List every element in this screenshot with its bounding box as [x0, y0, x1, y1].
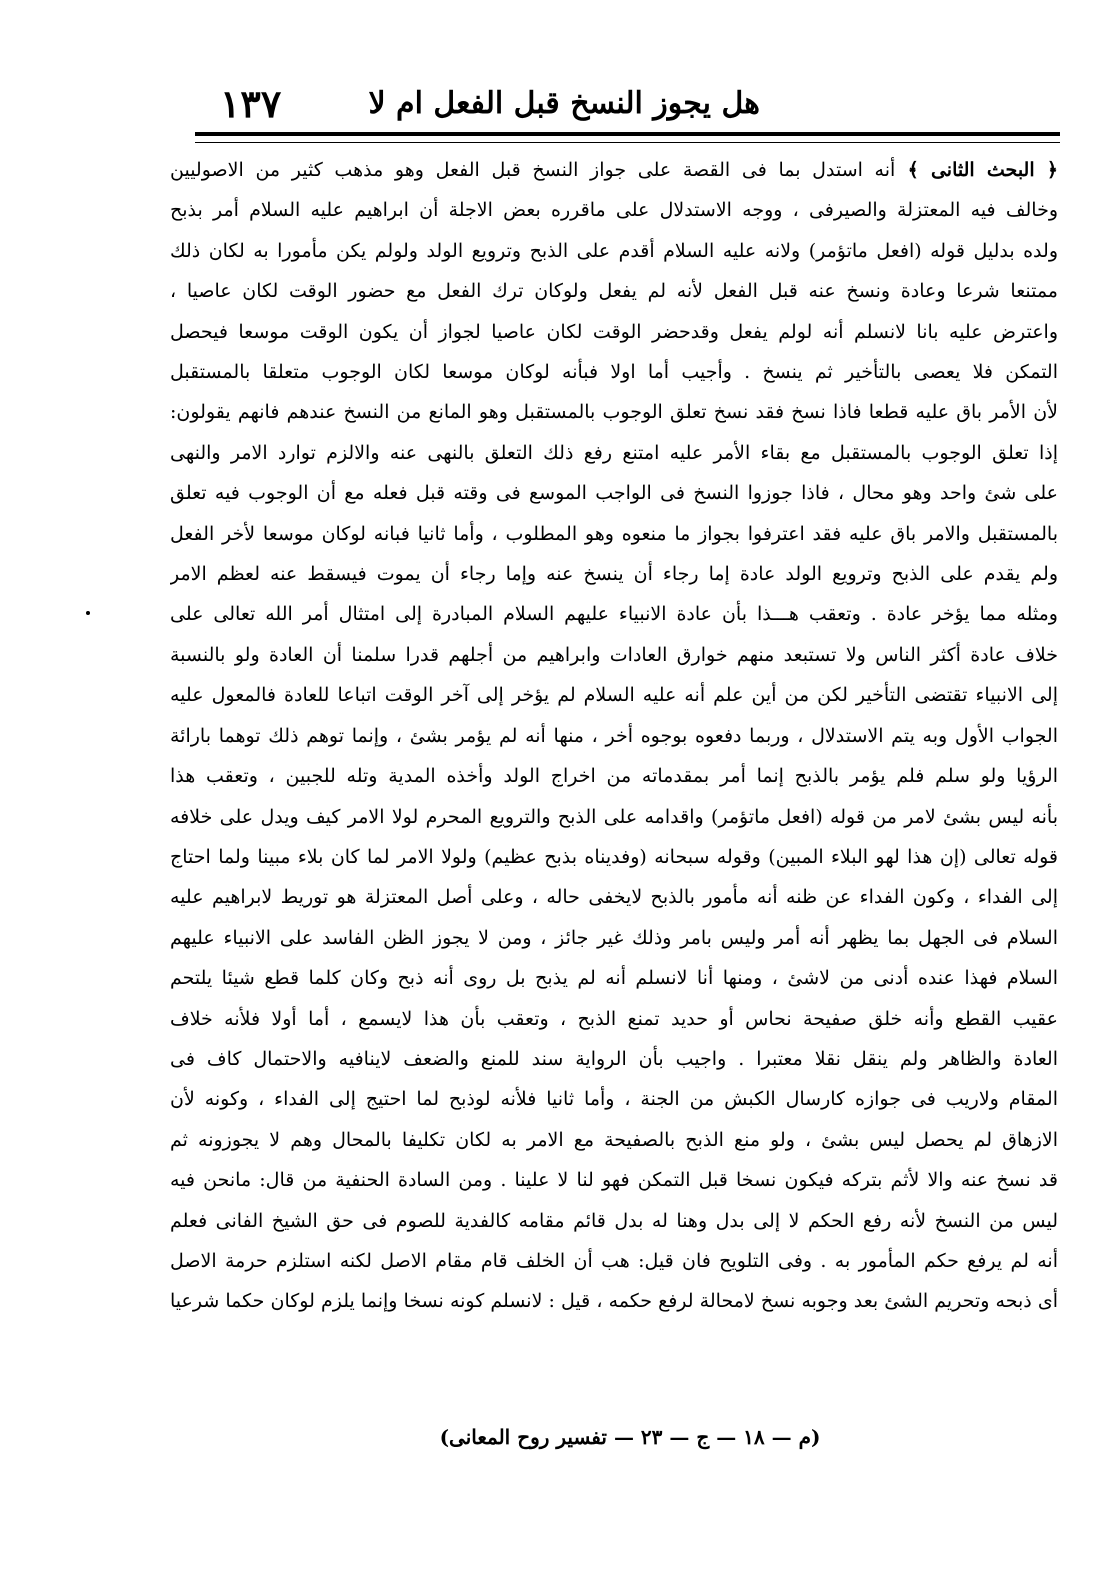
text-line [170, 271, 1058, 311]
text-line [170, 433, 1058, 473]
header-rule [195, 132, 1060, 136]
header-rule-thin [195, 142, 1060, 143]
text-line [170, 756, 1058, 796]
body-text [170, 150, 1058, 1322]
line-text: ولم يقدم على الذبح وترويع الولد عادة إما رجاء أن ينسخ عنه وإما رجاء أن يموت فيسقط عنه لعظم الامر [170, 563, 1058, 586]
line-text: إذا تعلق الوجوب بالمستقبل مع بقاء الأمر عليه امتنع رفع ذلك التعلق بالنهى عنه والالزم توارد الامر والنهى [170, 441, 1058, 464]
text-line [170, 797, 1058, 837]
line-text: واعترض عليه بانا لانسلم أنه لولم يفعل وقدحضر الوقت لكان عاصيا لجواز أن يكون الوقت موسعا فيحصل [170, 320, 1058, 343]
line-text: السلام فى الجهل بما يظهر أنه أمر وليس بامر وذلك غير جائز ، ومن لا يجوز الظن الفاسد على الانبياء عليهم [170, 926, 1058, 949]
line-text: قوله تعالى (إن هذا لهو البلاء المبين) وقوله سبحانه (وفديناه بذبح عظيم) ولولا الامر لما كان بلاء مبينا ولما احتاج [170, 845, 1058, 868]
text-line [170, 312, 1058, 352]
line-text: إلى الفداء ، وكون الفداء عن ظنه أنه مأمور بالذبح لايخفى حاله ، وعلى أصل المعتزلة هو توريط لابراهيم عليه [170, 886, 1058, 909]
line-text: قد نسخ عنه والا لأثم بتركه فيكون نسخا قبل التمكن فهو لنا لا علينا . ومن السادة الحنفية من قال: مانحن فيه [170, 1169, 1058, 1192]
line-text: الازهاق لم يحصل ليس بشئ ، ولو منع الذبح بالصفيحة مع الامر به لكان تكليفا بالمحال وهم لا يجوزونه ثم [170, 1128, 1058, 1151]
text-line [170, 1201, 1058, 1241]
line-text: أنه لم يرفع حكم المأمور به . وفى التلويح فان قيل: هب أن الخلف قام مقام الاصل لكنه استلزم حرمة الاصل [170, 1249, 1058, 1272]
text-line [170, 1160, 1058, 1200]
line-text: خلاف عادة أكثر الناس ولا تستبعد منهم خوارق العادات وابراهيم من أجلهم قدرا سلمنا أن العادة ولو بالنسبة [170, 643, 1058, 666]
line-text: المقام ولاريب فى جوازه كارسال الكبش من الجنة ، وأما ثانيا فلأنه لوذبح لما احتيج إلى الفداء ، وكونه لأن [170, 1088, 1058, 1111]
line-text: بالمستقبل والامر باق عليه فقد اعترفوا بجواز ما منعوه وهو المطلوب ، وأما ثانيا فبانه لوكان موسعا لأخر الفعل [170, 522, 1058, 545]
printer-signature: (م — ١٨ — ج — ٢٣ — تفسير روح المعانى) [439, 1425, 821, 1449]
margin-mark [86, 611, 90, 615]
line-text: إلى الانبياء تقتضى التأخير لكن من أين علم أنه عليه السلام لم يؤخر إلى آخر الوقت اتباعا للعادة فالمعول عليه [170, 684, 1058, 707]
text-line [170, 999, 1058, 1039]
line-text: أى ذبحه وتحريم الشئ بعد وجوبه نسخ لامحالة لرفع حكمه ، قيل : لانسلم كونه نسخا وإنما يلزم لوكان حكما شرعيا [170, 1290, 1058, 1313]
text-line [170, 675, 1058, 715]
text-line [170, 231, 1058, 271]
text-line [170, 958, 1058, 998]
text-line [170, 190, 1058, 230]
page-header [190, 82, 1020, 126]
text-line [170, 554, 1058, 594]
line-text: الرؤيا ولو سلم فلم يؤمر بالذبح إنما أمر بمقدماته من اخراج الولد وأخذه المدية وتله للجبين ، وتعقب هذا [170, 765, 1058, 788]
line-text: وخالف فيه المعتزلة والصيرفى ، ووجه الاستدلال على ماقرره بعض الاجلة أن ابراهيم عليه السلام أمر بذبح [170, 199, 1058, 222]
line-text: السلام فهذا عنده أدنى من لاشئ ، ومنها أنا لانسلم أنه لم يذبح بل روى أنه ذبح وكان كلما قطع شيئا يلتحم [170, 967, 1058, 990]
running-title: هل يجوز النسخ قبل الفعل ام لا [368, 86, 760, 121]
text-line [170, 594, 1058, 634]
line-text: ليس من النسخ لأنه رفع الحكم لا إلى بدل وهنا له بدل قائم مقامه كالفدية للصوم فى حق الشيخ الفانى فعلم [170, 1209, 1058, 1232]
page-number: ١٣٧ [220, 81, 282, 126]
text-line [170, 1281, 1058, 1321]
line-text: الجواب الأول وبه يتم الاستدلال ، وربما دفعوه بوجوه أخر ، منها أنه لم يؤمر بشئ ، وإنما توهم ذلك توهما بارائة [170, 724, 1058, 747]
line-text: ولده بدليل قوله (افعل ماتؤمر) ولانه عليه السلام أقدم على الذبح وترويع الولد ولولم يكن مأمورا به لكان ذلك [170, 239, 1058, 262]
text-line [170, 150, 1058, 190]
line-text: على شئ واحد وهو محال ، فاذا جوزوا النسخ فى الواجب الموسع فى وقته قبل فعله مع أن الوجوب فيه تعلق [170, 482, 1058, 505]
text-line [170, 918, 1058, 958]
text-line [170, 1039, 1058, 1079]
text-line [170, 1120, 1058, 1160]
text-line [170, 1241, 1058, 1281]
text-line [170, 837, 1058, 877]
text-line [170, 716, 1058, 756]
line-text: ومثله مما يؤخر عادة . وتعقب هـــذا بأن عادة الانبياء عليهم السلام المبادرة إلى امتثال أمر الله تعالى على [170, 603, 1058, 626]
text-line [170, 392, 1058, 432]
section-heading: ﴿ البحث الثانى ﴾ [895, 159, 1058, 181]
text-line [170, 1079, 1058, 1119]
text-line [170, 514, 1058, 554]
line-text: ممتنعا شرعا وعادة ونسخ عنه قبل الفعل لأنه لم يفعل ولوكان ترك الفعل مع حضور الوقت لكان عاصيا ، [170, 280, 1058, 303]
text-line [170, 473, 1058, 513]
line-text: التمكن فلا يعصى بالتأخير ثم ينسخ . وأجيب أما اولا فبأنه لوكان موسعا لكان الوجوب متعلقا بالمستقبل [170, 361, 1058, 384]
text-line [170, 352, 1058, 392]
text-line [170, 877, 1058, 917]
text-line [170, 635, 1058, 675]
line-text: أنه استدل بما فى القصة على جواز النسخ قبل الفعل وهو مذهب كثير من الاصوليين [170, 159, 896, 181]
line-text: العادة والظاهر ولم ينقل نقلا معتبرا . واجيب بأن الرواية سند للمنع والضعف لاينافيه والاحتمال كاف فى [170, 1047, 1058, 1070]
line-text: بأنه ليس بشئ لامر من قوله (افعل ماتؤمر) واقدامه على الذبح والترويع المحرم لولا الامر كيف ويدل على خلافه [170, 805, 1058, 828]
line-text: عقيب القطع وأنه خلق صفيحة نحاس أو حديد تمنع الذبح ، وتعقب بأن هذا لايسمع ، أما أولا فلأنه خلاف [170, 1007, 1058, 1030]
line-text: لأن الأمر باق عليه قطعا فاذا نسخ فقد نسخ تعلق الوجوب بالمستقبل وهو المانع من النسخ عندهم فانهم يقولون: [170, 401, 1058, 424]
